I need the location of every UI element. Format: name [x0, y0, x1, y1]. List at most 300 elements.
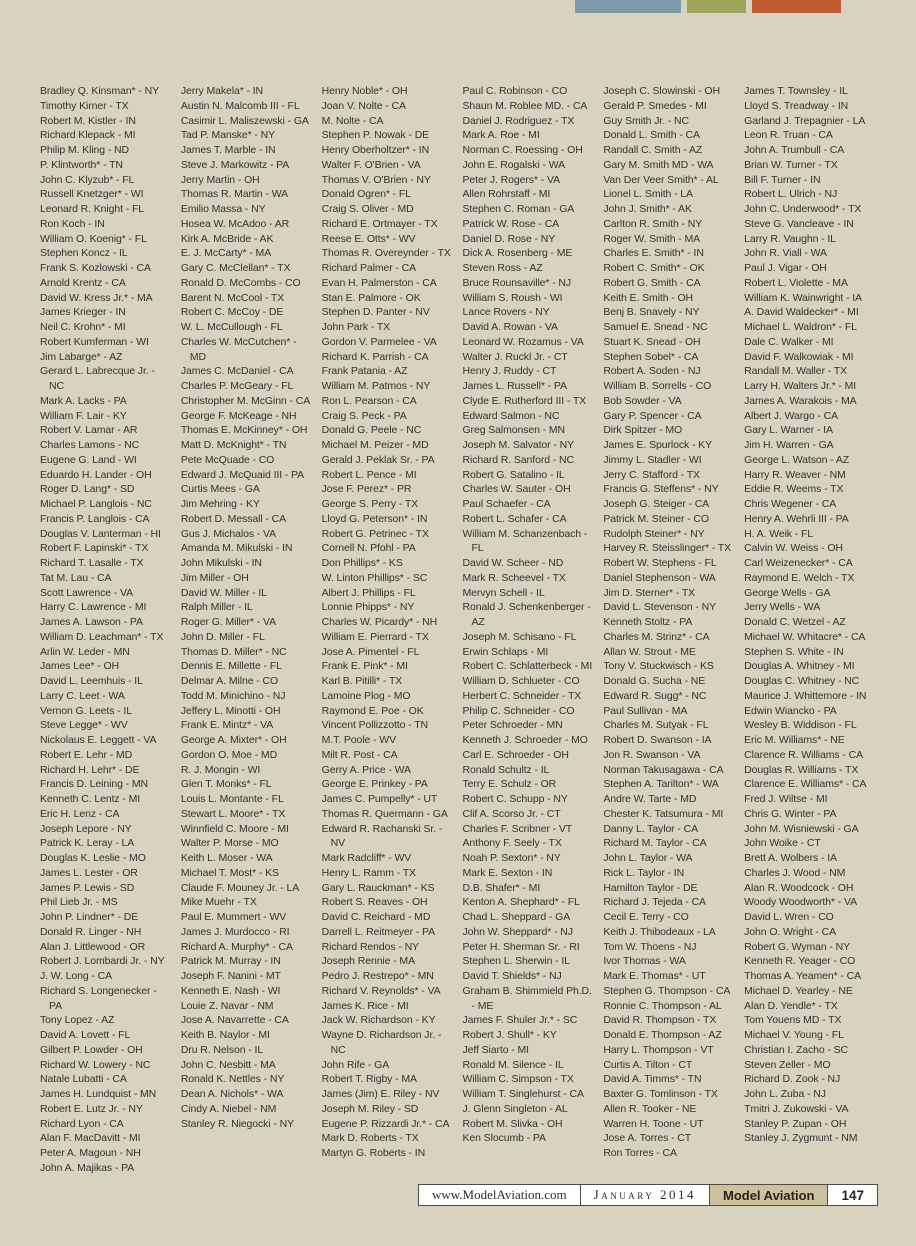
- directory-entry: Harry C. Lawrence - MI: [40, 601, 147, 614]
- directory-entry: Frank Patania - AZ: [321, 365, 408, 378]
- directory-entry: Austin N. Malcomb III - FL: [180, 99, 300, 112]
- directory-entry: Ivor Thomas - WA: [603, 955, 686, 968]
- directory-entry: Stanley R. Niegocki - NY: [180, 1117, 294, 1130]
- directory-column-3: [322, 84, 454, 1176]
- directory-entry: Raymond E. Welch - TX: [744, 571, 855, 584]
- directory-entry: Lamoine Plog - MO: [321, 689, 411, 702]
- directory-entry: Gary P. Spencer - CA: [603, 409, 702, 422]
- directory-entry: Kenton A. Shephard* - FL: [462, 896, 580, 909]
- directory-entry: Jerry Makela* - IN: [180, 85, 264, 97]
- directory-entry: Stanley J. Zygmunt - NM: [744, 1132, 858, 1145]
- directory-entry: Henry A. Wehrli III - PA: [744, 512, 849, 525]
- directory-entry: Andre W. Tarte - MD: [603, 793, 697, 805]
- directory-entry: Charles E. Smith* - IN: [603, 247, 704, 260]
- directory-entry: Alan R. Woodcock - OH: [744, 881, 854, 894]
- directory-entry: Lonnie Phipps* - NY: [321, 601, 415, 614]
- directory-entry: Harvey R. Steisslinger* - TX: [603, 542, 732, 555]
- directory-entry: Randall M. Waller - TX: [744, 365, 847, 378]
- directory-entry: Robert A. Soden - NJ: [603, 365, 701, 378]
- directory-entry: Walter J. Ruckl Jr. - CT: [462, 350, 568, 363]
- directory-entry: John Mikulski - IN: [180, 557, 262, 569]
- directory-entry: Donald L. Smith - CA: [603, 129, 700, 142]
- directory-entry: Gordon V. Parmelee - VA: [321, 335, 437, 348]
- directory-entry: Thomas E. McKinney* - OH: [180, 424, 308, 437]
- directory-entry: William D. Leachman* - TX: [40, 630, 164, 643]
- directory-entry: Jim Labarge* - AZ: [40, 350, 123, 363]
- directory-entry: Richard Klepack - MI: [40, 129, 136, 142]
- directory-entry: Tony Lopez - AZ: [40, 1014, 115, 1027]
- issue-date: January 2014: [580, 1185, 709, 1205]
- directory-entry: Randall C. Smith - AZ: [603, 144, 703, 156]
- directory-entry: Danny L. Taylor - CA: [603, 822, 698, 835]
- directory-entry: M.T. Poole - WV: [321, 734, 397, 746]
- directory-entry: Douglas C. Whitney - NC: [744, 675, 860, 687]
- directory-entry: Pedro J. Restrepo* - MN: [321, 970, 434, 982]
- directory-entry: Edward R. Rachanski Sr. - NV: [321, 822, 443, 850]
- directory-entry: William E. Pierrard - TX: [321, 630, 429, 643]
- directory-entry: Lionel L. Smith - LA: [603, 188, 693, 201]
- directory-entry: Steve G. Vancleave - IN: [744, 217, 854, 230]
- directory-entry: Gus J. Michalos - VA: [180, 527, 277, 540]
- directory-entry: Eduardo H. Lander - OH: [40, 468, 152, 481]
- directory-entry: David A. Timms* - TN: [603, 1073, 702, 1086]
- directory-entry: Richard Palmer - CA: [321, 262, 417, 274]
- directory-entry: Stephen P. Nowak - DE: [321, 129, 430, 142]
- directory-entry: Patrick K. Leray - LA: [40, 837, 135, 850]
- directory-entry: R. J. Mongin - WI: [180, 763, 261, 776]
- directory-entry: Robert G. Petrinec - TX: [321, 527, 429, 540]
- directory-entry: Dirk Spitzer - MO: [603, 424, 683, 437]
- directory-entry: Don Phillips* - KS: [321, 557, 403, 569]
- directory-entry: Francis G. Steffens* - NY: [603, 483, 719, 496]
- directory-entry: Robert G. Satalino - IL: [462, 468, 565, 481]
- directory-entry: Carlton R. Smith - NY: [603, 217, 703, 230]
- directory-entry: James T. Marble - IN: [180, 144, 276, 156]
- directory-entry: Jerry Martin - OH: [180, 173, 260, 186]
- directory-entry: Mark Radcliff* - WV: [321, 852, 412, 864]
- directory-entry: Carl Weizenecker* - CA: [744, 557, 853, 569]
- directory-entry: Harry L. Thompson - VT: [603, 1043, 714, 1056]
- directory-entry: Craig S. Oliver - MD: [321, 203, 414, 215]
- directory-entry: Richard S. Longenecker - PA: [40, 984, 157, 1012]
- directory-entry: James H. Lundquist - MN: [40, 1088, 157, 1100]
- directory-entry: Robert L. Pence - MI: [321, 468, 417, 481]
- directory-entry: John L. Zuba - NJ: [744, 1088, 826, 1100]
- directory-entry: Gary M. Smith MD - WA: [603, 158, 714, 171]
- directory-entry: David C. Reichard - MD: [321, 911, 431, 923]
- directory-entry: Phil Lieb Jr. - MS: [40, 896, 118, 909]
- directory-entry: Richard W. Lowery - NC: [40, 1058, 151, 1071]
- directory-entry: Christian I. Zacho - SC: [744, 1043, 849, 1056]
- directory-entry: Robert M. Slivka - OH: [462, 1117, 563, 1130]
- directory-entry: Roger W. Smith - MA: [603, 232, 701, 245]
- directory-entry: James F. Shuler Jr.* - SC: [462, 1014, 578, 1027]
- directory-entry: Stephen Koncz - IL: [40, 247, 128, 260]
- directory-entry: Reese E. Otts* - WV: [321, 232, 416, 245]
- directory-entry: Alan F. MacDavitt - MI: [40, 1132, 141, 1145]
- directory-entry: Kenneth Stoltz - PA: [603, 616, 693, 628]
- directory-entry: James P. Lewis - SD: [40, 881, 135, 894]
- directory-entry: Larry C. Leet - WA: [40, 689, 125, 702]
- directory-entry: John L. Taylor - WA: [603, 852, 693, 864]
- directory-entry: Herbert C. Schneider - TX: [462, 689, 582, 702]
- directory-entry: Allen Rohrstaff - MI: [462, 188, 551, 201]
- directory-entry: Stan E. Palmore - OK: [321, 291, 421, 304]
- directory-entry: Paul C. Robinson - CO: [462, 85, 568, 97]
- directory-entry: Tom Youens MD - TX: [744, 1014, 842, 1027]
- directory-entry: Charles M. Sutyak - FL: [603, 719, 709, 732]
- directory-entry: Stephen G. Thompson - CA: [603, 984, 731, 997]
- directory-entry: Donald C. Wetzel - AZ: [744, 616, 846, 628]
- directory-entry: Charles M. Strinz* - CA: [603, 630, 710, 643]
- header-bar-green: [687, 0, 746, 13]
- directory-entry: Ralph Miller - IL: [180, 601, 253, 614]
- directory-entry: Gordon O. Moe - MD: [180, 748, 278, 761]
- directory-entry: Hosea W. McAdoo - AR: [180, 217, 290, 230]
- directory-entry: J. W. Long - CA: [40, 970, 113, 982]
- directory-entry: Jerry C. Stafford - TX: [603, 468, 700, 481]
- directory-entry: Donald G. Sucha - NE: [603, 675, 706, 687]
- directory-entry: Henry J. Ruddy - CT: [462, 365, 557, 378]
- directory-entry: John A. Trumbull - CA: [744, 144, 845, 156]
- directory-entry: Larry R. Vaughn - IL: [744, 232, 836, 245]
- directory-entry: Peter J. Rogers* - VA: [462, 173, 560, 186]
- directory-entry: Stephen L. Sherwin - IL: [462, 955, 570, 968]
- directory-entry: Thomas R. Overeynder - TX: [321, 247, 451, 260]
- directory-entry: Rudolph Steiner* - NY: [603, 527, 705, 540]
- directory-entry: James J. Murdocco - RI: [180, 925, 290, 938]
- directory-entry: Gary L. Rauckman* - KS: [321, 881, 435, 894]
- directory-entry: David A. Rowan - VA: [462, 321, 558, 333]
- directory-entry: Darrell L. Reitmeyer - PA: [321, 925, 436, 938]
- directory-entry: Chris G. Winter - PA: [744, 807, 837, 820]
- directory-entry: Richard J. Tejeda - CA: [603, 896, 706, 909]
- directory-entry: Steven Zeller - MO: [744, 1058, 831, 1071]
- directory-entry: John Park - TX: [321, 321, 391, 333]
- directory-entry: Eugene G. Land - WI: [40, 453, 137, 466]
- directory-entry: Jimmy L. Stadler - WI: [603, 453, 702, 466]
- directory-entry: Charles P. McGeary - FL: [180, 380, 294, 392]
- directory-entry: Michael V. Young - FL: [744, 1029, 844, 1041]
- directory-entry: John C. Nesbitt - MA: [180, 1058, 276, 1071]
- directory-entry: Curtis A. Tilton - CT: [603, 1058, 693, 1071]
- directory-entry: Michael T. Most* - KS: [180, 866, 279, 879]
- directory-entry: Leon R. Truan - CA: [744, 129, 833, 142]
- directory-entry: Douglas A. Whitney - MI: [744, 660, 855, 673]
- directory-entry: Gilbert P. Lowder - OH: [40, 1043, 143, 1056]
- directory-entry: John C. Underwood* - TX: [744, 203, 862, 215]
- directory-entry: Richard M. Taylor - CA: [603, 837, 707, 850]
- directory-entry: Fred J. Wiltse - MI: [744, 793, 828, 805]
- directory-entry: Nickolaus E. Leggett - VA: [40, 734, 157, 746]
- website-link[interactable]: www.ModelAviation.com: [431, 1187, 567, 1202]
- directory-entry: James Krieger - IN: [40, 306, 126, 319]
- directory-entry: John Rife - GA: [321, 1058, 390, 1071]
- directory-entry: Charles J. Wood - NM: [744, 866, 846, 879]
- directory-entry: Keith E. Smith - OH: [603, 291, 694, 304]
- directory-entry: Stephen A. Tarilton* - WA: [603, 778, 719, 791]
- directory-entry: James T. Townsley - IL: [744, 85, 848, 97]
- directory-column-6: [744, 84, 876, 1176]
- directory-entry: Clarence E. Williams* - CA: [744, 778, 867, 791]
- directory-entry: Todd M. Minichino - NJ: [180, 689, 286, 702]
- directory-entry: Steven Ross - AZ: [462, 262, 543, 274]
- directory-entry: Robert J. Lombardi Jr. - NY: [40, 955, 165, 968]
- directory-entry: Ronald D. McCombs - CO: [180, 276, 301, 289]
- directory-entry: Winnfield C. Moore - MI: [180, 822, 289, 835]
- directory-entry: Gerry A. Price - WA: [321, 763, 411, 776]
- directory-entry: Joan V. Nolte - CA: [321, 99, 406, 112]
- directory-entry: Martyn G. Roberts - IN: [321, 1147, 426, 1159]
- directory-entry: Gerald J. Peklak Sr. - PA: [321, 453, 435, 466]
- directory-entry: Dale C. Walker - MI: [744, 335, 834, 348]
- directory-entry: Edward R. Sugg* - NC: [603, 689, 707, 702]
- directory-entry: Curtis Mees - GA: [180, 483, 260, 496]
- directory-column-1: [40, 84, 172, 1176]
- directory-entry: Paul E. Mummert - WV: [180, 911, 287, 923]
- directory-entry: Jim H. Warren - GA: [744, 439, 834, 451]
- directory-entry: W. L. McCullough - FL: [180, 321, 283, 333]
- directory-entry: Norman Takusagawa - CA: [603, 763, 724, 776]
- directory-entry: Walter F. O'Brien - VA: [321, 158, 421, 171]
- directory-entry: Paul Schaefer - CA: [462, 498, 551, 510]
- directory-entry: Joseph M. Salvator - NY: [462, 439, 574, 451]
- directory-entry: Milt R. Post - CA: [321, 748, 398, 761]
- directory-entry: Graham B. Shimmield Ph.D. - ME: [462, 984, 592, 1012]
- directory-entry: Robert C. Smith* - OK: [603, 262, 705, 274]
- directory-entry: Claude F. Mouney Jr. - LA: [180, 881, 300, 894]
- directory-entry: Richard V. Reynolds* - VA: [321, 984, 441, 997]
- directory-entry: Lloyd S. Treadway - IN: [744, 99, 849, 112]
- directory-entry: James L. Lester - OR: [40, 866, 138, 879]
- directory-entry: Erwin Schlaps - MI: [462, 645, 549, 658]
- directory-entry: Hamilton Taylor - DE: [603, 881, 698, 894]
- directory-entry: Vernon G. Leets - IL: [40, 704, 132, 717]
- directory-entry: Joseph M. Schisano - FL: [462, 630, 577, 643]
- directory-entry: James (Jim) E. Riley - NV: [321, 1088, 440, 1100]
- directory-entry: Rick L. Taylor - IN: [603, 866, 685, 879]
- directory-entry: Gary C. McClellan* - TX: [180, 262, 291, 274]
- directory-entry: Donald E. Thompson - AZ: [603, 1029, 722, 1041]
- directory-entry: Neil C. Krohn* - MI: [40, 321, 126, 333]
- directory-entry: Robert C. Schupp - NY: [462, 793, 568, 805]
- directory-entry: George A. Mixter* - OH: [180, 734, 287, 746]
- directory-entry: Robert V. Lamar - AR: [40, 424, 138, 437]
- directory-entry: Robert S. Reaves - OH: [321, 896, 428, 909]
- directory-entry: John P. Lindner* - DE: [40, 911, 139, 923]
- directory-entry: Patrick M. Murray - IN: [180, 955, 281, 968]
- directory-entry: Henry Oberholtzer* - IN: [321, 144, 430, 156]
- directory-entry: John Woike - CT: [744, 837, 821, 850]
- directory-entry: Tad P. Manske* - NY: [180, 129, 276, 142]
- directory-entry: Casimir L. Maliszewski - GA: [180, 114, 309, 127]
- directory-entry: David R. Thompson - TX: [603, 1014, 717, 1027]
- directory-entry: M. Nolte - CA: [321, 114, 384, 127]
- directory-entry: Richard Lyon - CA: [40, 1117, 124, 1130]
- directory-entry: Mark E. Sexton - IN: [462, 866, 553, 879]
- directory-entry: Michael L. Waldron* - FL: [744, 321, 857, 333]
- directory-entry: Brett A. Wolbers - IA: [744, 852, 837, 864]
- directory-entry: Donald R. Linger - NH: [40, 925, 142, 938]
- directory-entry: David T. Shields* - NJ: [462, 970, 562, 982]
- directory-entry: Lance Rovers - NY: [462, 306, 550, 319]
- directory-entry: Chester K. Tatsumura - MI: [603, 807, 724, 820]
- directory-entry: W. Linton Phillips* - SC: [321, 571, 428, 584]
- directory-entry: Robert Kumferman - WI: [40, 335, 149, 348]
- directory-entry: Michael W. Whitacre* - CA: [744, 630, 866, 643]
- directory-entry: Jim Miller - OH: [180, 571, 249, 584]
- directory-entry: Cecil E. Terry - CO: [603, 911, 689, 923]
- directory-entry: Keith B. Naylor - MI: [180, 1029, 270, 1041]
- directory-entry: Terry E. Schulz - OR: [462, 778, 557, 791]
- directory-entry: Michael P. Langlois - NC: [40, 498, 152, 510]
- header-bar-blue: [575, 0, 681, 13]
- directory-entry: Mark A. Roe - MI: [462, 129, 540, 142]
- directory-entry: David W. Kress Jr.* - MA: [40, 291, 153, 304]
- directory-entry: Daniel Stephenson - WA: [603, 571, 716, 584]
- directory-entry: Chad L. Sheppard - GA: [462, 911, 571, 923]
- directory-entry: Matt D. McKnight* - TN: [180, 439, 287, 451]
- directory-entry: Louie Z. Navar - NM: [180, 999, 274, 1012]
- directory-entry: Richard E. Ortmayer - TX: [321, 217, 438, 230]
- directory-entry: James L. Russell* - PA: [462, 380, 567, 392]
- directory-entry: Robert W. Stephens - FL: [603, 557, 717, 569]
- directory-entry: James A. Warakois - MA: [744, 394, 857, 407]
- directory-entry: Cornell N. Pfohl - PA: [321, 542, 416, 555]
- directory-entry: Ronald K. Nettles - NY: [180, 1073, 285, 1086]
- directory-entry: Joseph G. Steiger - CA: [603, 498, 710, 510]
- directory-entry: Baxter G. Tomlinson - TX: [603, 1088, 718, 1100]
- directory-entry: Jim D. Sterner* - TX: [603, 586, 696, 599]
- directory-entry: James E. Spurlock - KY: [603, 439, 712, 451]
- directory-entry: Thomas R. Quermann - GA: [321, 807, 448, 820]
- directory-entry: Brian W. Turner - TX: [744, 158, 838, 171]
- directory-entry: Kenneth J. Schroeder - MO: [462, 734, 588, 746]
- directory-entry: Ronald M. Silence - IL: [462, 1058, 564, 1071]
- directory-entry: Albert J. Phillips - FL: [321, 586, 416, 599]
- directory-entry: Gary L. Warner - IA: [744, 424, 833, 437]
- directory-entry: John E. Rogalski - WA: [462, 158, 566, 171]
- directory-entry: Patrick W. Rose - CA: [462, 217, 560, 230]
- directory-column-4: [462, 84, 594, 1176]
- directory-entry: Tmitri J. Zukowski - VA: [744, 1102, 849, 1115]
- directory-entry: Thomas D. Miller* - NC: [180, 645, 287, 658]
- directory-entry: Jon R. Swanson - VA: [603, 748, 701, 761]
- directory-entry: William T. Singlehurst - CA: [462, 1088, 584, 1100]
- directory-entry: Peter Schroeder - MN: [462, 719, 563, 732]
- directory-entry: Mark D. Roberts - TX: [321, 1132, 419, 1145]
- directory-entry: David F. Walkowiak - MI: [744, 350, 854, 363]
- directory-entry: Ron Koch - IN: [40, 217, 105, 230]
- directory-entry: Keith J. Thibodeaux - LA: [603, 925, 716, 938]
- directory-entry: John A. Majikas - PA: [40, 1161, 135, 1174]
- directory-entry: Thomas R. Martin - WA: [180, 188, 289, 201]
- directory-entry: Richard A. Murphy* - CA: [180, 940, 293, 953]
- directory-entry: Jack W. Richardson - KY: [321, 1014, 436, 1027]
- directory-entry: Allen R. Tooker - NE: [603, 1102, 697, 1115]
- directory-entry: Alan D. Yendle* - TX: [744, 999, 838, 1012]
- directory-entry: Robert L. Schafer - CA: [462, 512, 567, 525]
- directory-entry: John O. Wright - CA: [744, 925, 836, 938]
- directory-entry: Tony V. Stuckwisch - KS: [603, 660, 714, 673]
- directory-entry: Jeff Siarto - MI: [462, 1043, 529, 1056]
- directory-entry: Maurice J. Whittemore - IN: [744, 689, 867, 702]
- directory-entry: Stephen S. White - IN: [744, 645, 844, 658]
- directory-entry: John C. Klyzub* - FL: [40, 173, 135, 186]
- directory-column-5: [603, 84, 735, 1176]
- directory-entry: E. J. McCarty* - MA: [180, 247, 272, 260]
- directory-entry: William O. Koenig* - FL: [40, 232, 147, 245]
- directory-entry: Robert L. Violette - MA: [744, 276, 848, 289]
- directory-entry: Kirk A. McBride - AK: [180, 232, 274, 245]
- directory-entry: Frank E. Pink* - MI: [321, 660, 408, 673]
- directory-entry: Peter H. Sherman Sr. - RI: [462, 940, 580, 953]
- directory-entry: P. Klintworth* - TN: [40, 158, 123, 171]
- directory-entry: Clarence R. Williams - CA: [744, 748, 863, 761]
- directory-entry: James A. Lawson - PA: [40, 616, 143, 628]
- directory-entry: William S. Roush - WI: [462, 291, 563, 304]
- directory-entry: Charles Lamons - NC: [40, 439, 140, 451]
- directory-entry: Henry Noble* - OH: [321, 85, 408, 97]
- directory-entry: Philip C. Schneider - CO: [462, 704, 575, 717]
- directory-entry: David W. Miller - IL: [180, 586, 267, 599]
- directory-entry: William D. Schlueter - CO: [462, 675, 580, 687]
- directory-entry: Calvin W. Weiss - OH: [744, 542, 843, 555]
- directory-entry: Paul Sullivan - MA: [603, 704, 688, 717]
- directory-entry: Robert G. Smith - CA: [603, 276, 701, 289]
- directory-entry: Patrick M. Steiner - CO: [603, 512, 709, 525]
- directory-entry: Warren H. Toone - UT: [603, 1117, 704, 1130]
- directory-entry: William B. Sorrells - CO: [603, 380, 712, 392]
- directory-entry: Delmar A. Milne - CO: [180, 675, 279, 687]
- directory-entry: Norman C. Roessing - OH: [462, 144, 583, 156]
- directory-entry: Jose A. Navarrette - CA: [180, 1014, 289, 1027]
- directory-entry: James K. Rice - MI: [321, 999, 409, 1012]
- directory-entry: David L. Leemhuis - IL: [40, 675, 143, 687]
- directory-entry: David W. Scheer - ND: [462, 557, 564, 569]
- directory-entry: George Wells - GA: [744, 586, 831, 599]
- directory-entry: Jose A. Pimentel - FL: [321, 645, 420, 658]
- directory-entry: Keith L. Moser - WA: [180, 852, 273, 864]
- directory-entry: John R. Viall - WA: [744, 247, 827, 260]
- directory-entry: Jerry Wells - WA: [744, 601, 821, 614]
- directory-entry: Benj B. Snavely - NY: [603, 306, 700, 319]
- directory-entry: Noah P. Sexton* - NY: [462, 852, 561, 864]
- directory-entry: Joseph Rennie - MA: [321, 955, 415, 968]
- directory-entry: J. Glenn Singleton - AL: [462, 1102, 568, 1115]
- directory-entry: Dru R. Nelson - IL: [180, 1043, 264, 1056]
- directory-entry: Kenneth R. Yeager - CO: [744, 955, 856, 968]
- directory-entry: Bradley Q. Kinsman* - NY: [40, 85, 159, 97]
- directory-entry: Robert F. Lapinski* - TX: [40, 542, 149, 555]
- directory-entry: Steve J. Markowitz - PA: [180, 158, 290, 171]
- directory-entry: Wayne D. Richardson Jr. - NC: [321, 1029, 442, 1056]
- directory-entry: Evan H. Palmerston - CA: [321, 276, 437, 289]
- directory-entry: William M. Schanzenbach - FL: [462, 527, 588, 555]
- directory-entry: Roger D. Lang* - SD: [40, 483, 135, 496]
- member-directory: [40, 84, 876, 1176]
- directory-entry: William M. Patmos - NY: [321, 380, 431, 392]
- directory-entry: Francis D. Leining - MN: [40, 778, 148, 791]
- directory-entry: Mark A. Lacks - PA: [40, 394, 127, 407]
- directory-entry: Joseph M. Riley - SD: [321, 1102, 419, 1115]
- directory-entry: Shaun M. Roblee MD. - CA: [462, 99, 588, 112]
- directory-entry: Gerard L. Labrecque Jr. - NC: [40, 365, 155, 392]
- directory-entry: Richard H. Lehr* - DE: [40, 763, 140, 776]
- directory-entry: Ronald Schultz - IL: [462, 763, 550, 776]
- directory-entry: Van Der Veer Smith* - AL: [603, 173, 719, 186]
- directory-entry: Eugene P. Rizzardi Jr.* - CA: [321, 1117, 450, 1130]
